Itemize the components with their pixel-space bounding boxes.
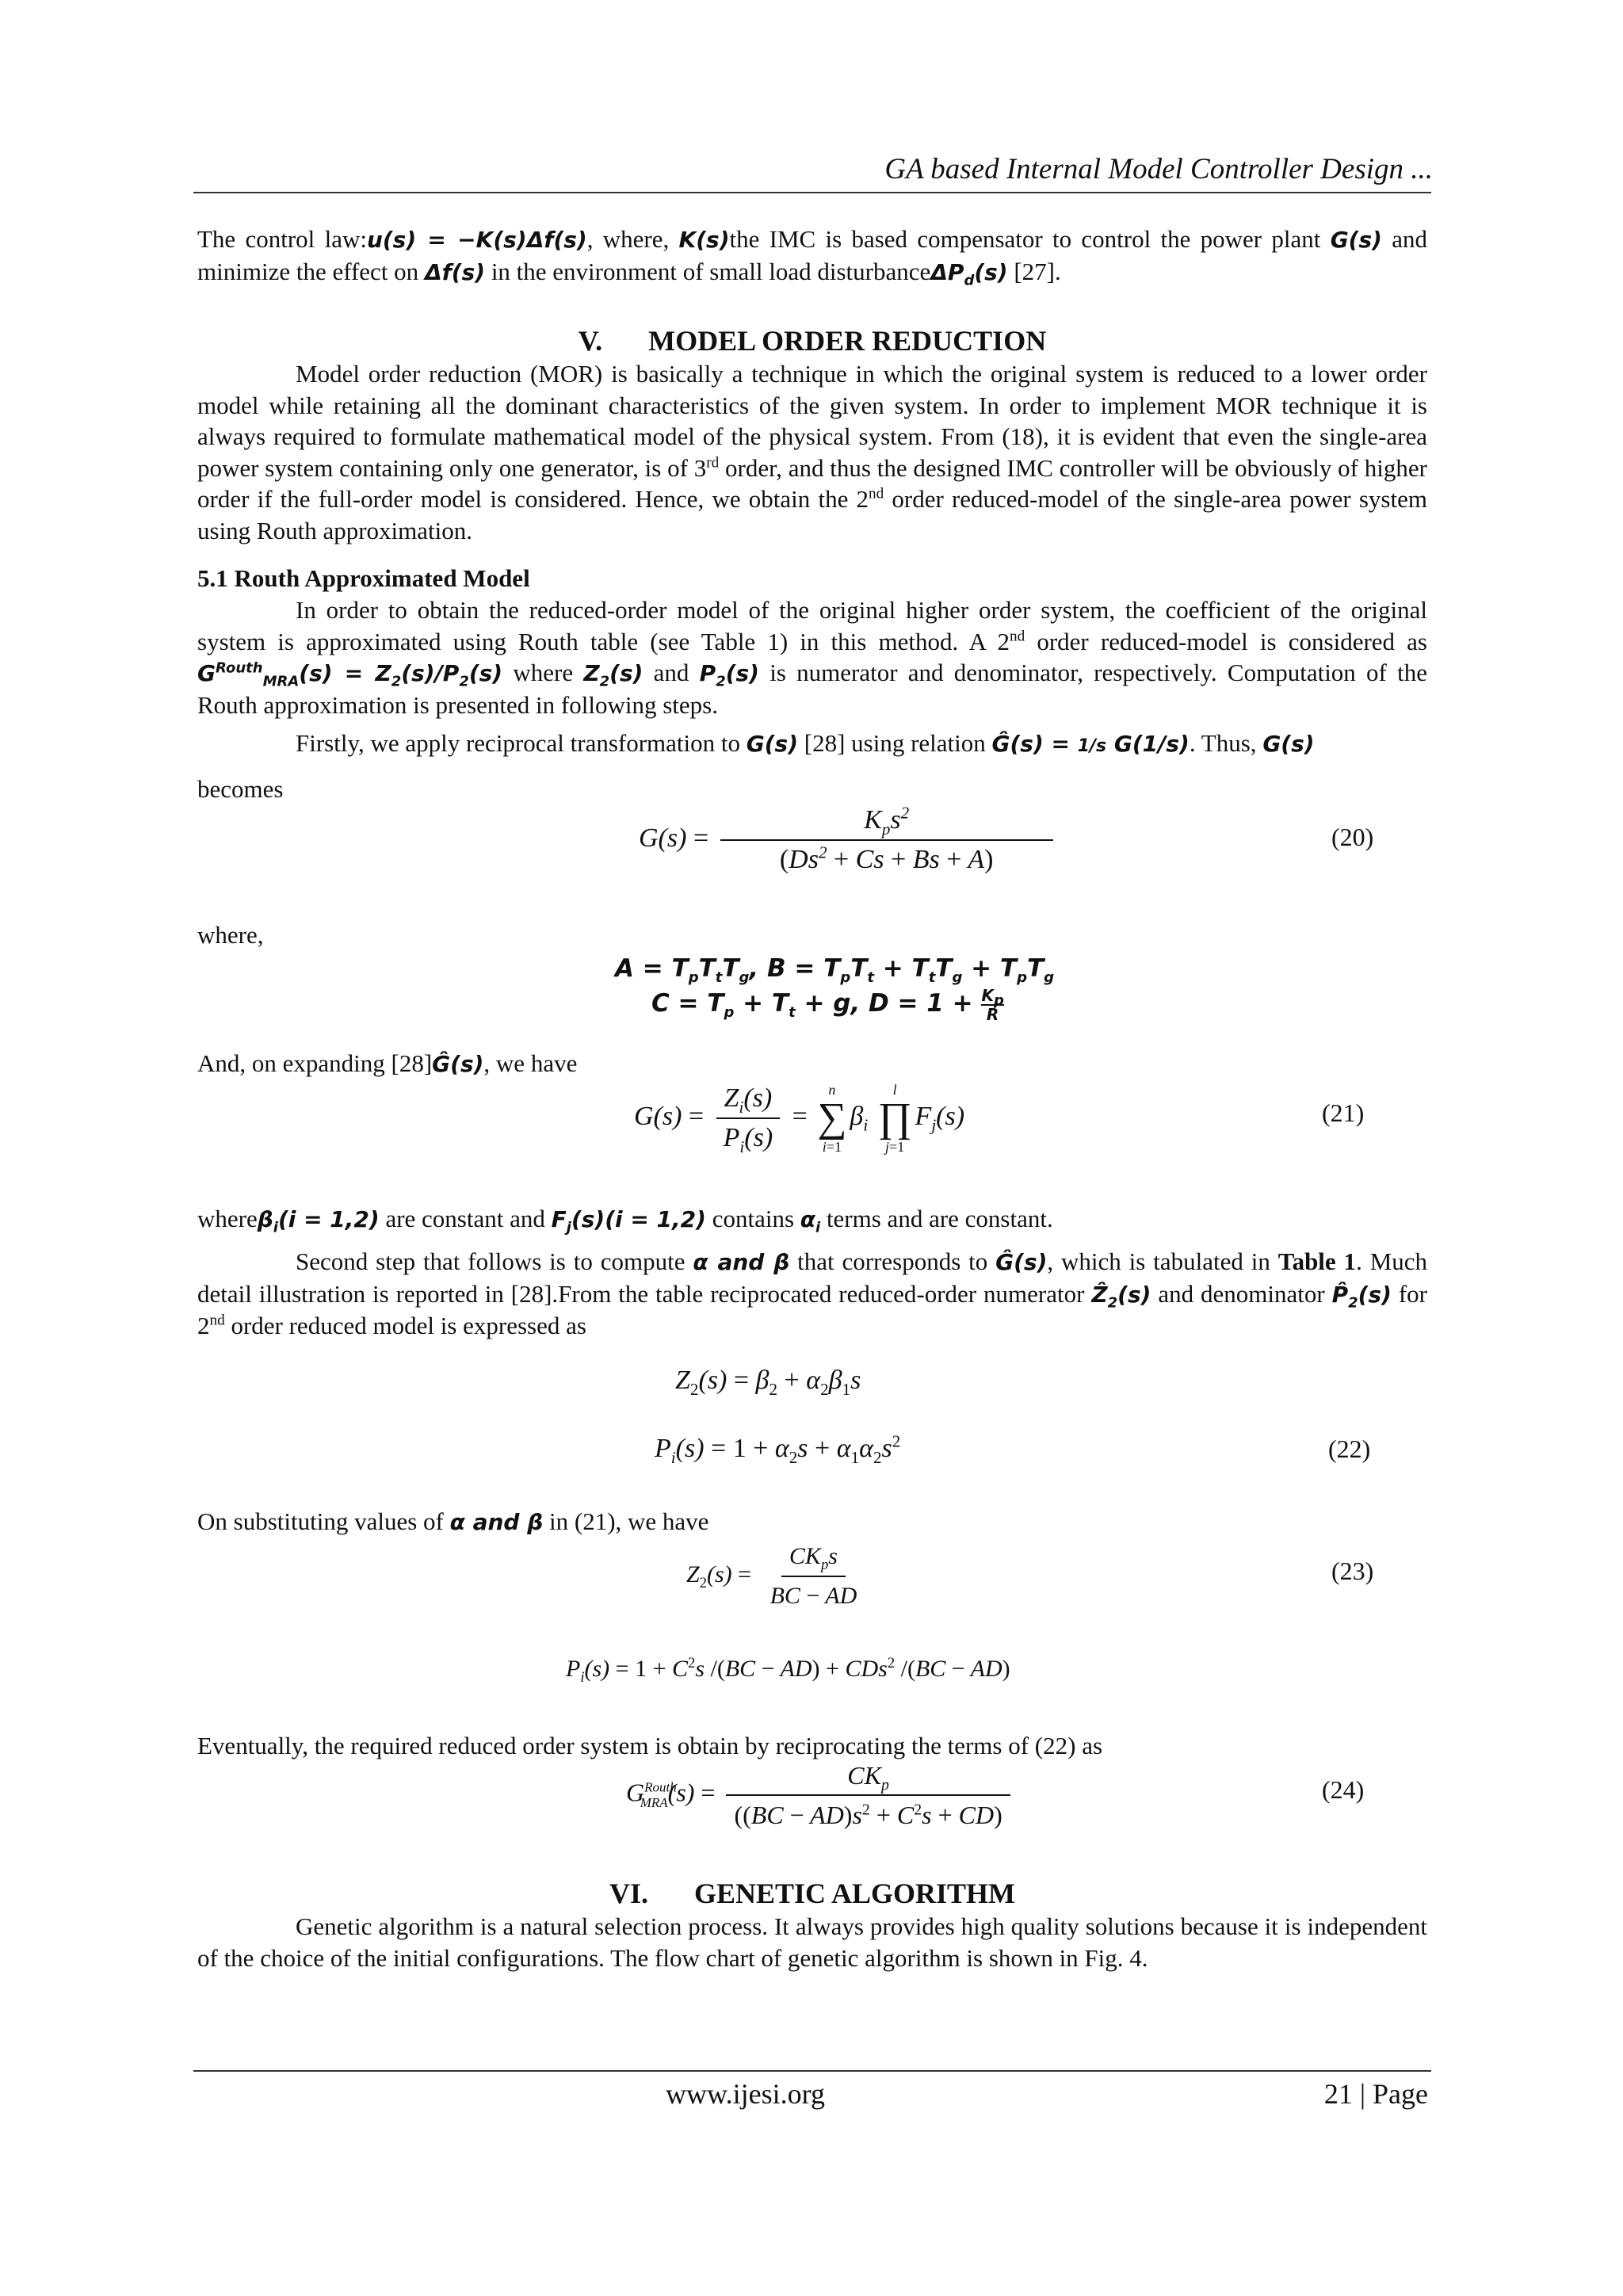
becomes-text: becomes (197, 775, 284, 803)
footer-page-number: 21 | Page (1323, 2078, 1428, 2110)
ga-paragraph: Genetic algorithm is a natural selection process. It always provides high quality solutions because it is independent of the choice of the initial configurations. The flow chart of genetic algorithm is shown in Fig. 4. (197, 1912, 1427, 1972)
mor-paragraph: Model order reduction (MOR) is basically a technique in which the original system is reduced to a lower order model while retaining all the dominant characteristics of the given system. In order to implement MOR technique it is always required to formulate mathematical model of the physical system. From (18), it is evident that even the single-area power system containing only one generator, is of 3rd order, and thus the designed IMC controller will be obviously of higher order if the full-order model is considered. Hence, we obtain the 2nd order reduced-model of the single-area power system using Routh approximation. (197, 360, 1427, 544)
substituting-text: On substituting values of α and β in (21), we have (197, 1507, 709, 1535)
equation-number-20: (20) (1331, 823, 1374, 851)
equation-23-denominator: $P_i(s) = 1 + C^2s$ /(BC − AD) + CDs$^2$ /(BC − AD) (566, 1655, 1010, 1686)
subsection-heading-routh: 5.1 Routh Approximated Model (197, 564, 530, 592)
equation-number-22: (22) (1328, 1435, 1371, 1463)
running-title: GA based Internal Model Controller Design ... (884, 153, 1433, 185)
section-heading-genetic-algorithm: VI. GENETIC ALGORITHM (609, 1878, 1016, 1909)
routh-paragraph: In order to obtain the reduced-order model of the original higher order system, the coefficient of the original system is approximated using Routh table (see Table 1) in this method. A 2nd order reduced-model is considered as $G^{Routh}_{MRA}(s) = Z_2(s)/P_2(s)$ where $Z_2(s)$ and $P_2(s)$ is numerator and denominator, respectively. Computation of the Routh approximation is presented in following steps. (197, 596, 1427, 719)
where-text: where, (197, 921, 264, 949)
section-heading-model-order-reduction: V. MODEL ORDER REDUCTION (578, 325, 1047, 357)
equation-number-21: (21) (1322, 1098, 1365, 1127)
coefficient-definitions: $A = T_pT_tT_g$, $B = T_pT_t + T_tT_g + T_pT_g$ $C = T_p + T_t + g$, D = 1 + $\frac{K_p}{R}$ (615, 954, 1054, 1024)
equation-22-denominator: $P_i(s) = 1 + \alpha_2s + \alpha_1\alpha_2s^2$ (655, 1431, 901, 1467)
second-step-paragraph: Second step that follows is to compute α and β that corresponds to Ĝ(s), which is tabulated in Table 1. Much detail illustration is reported in [28].From the table reciprocated reduced-order numerator Ẑ$_2$(s) and denominator $P̂_2(s)$ for 2nd order reduced model is expressed as (197, 1247, 1428, 1339)
equation-number-24: (24) (1322, 1775, 1365, 1804)
header-rule (193, 192, 1431, 193)
equation-24: $G^{Routh}_{MRA}(s)$ = $\frac{CK_p}{((BC - AD)s^2 + C^2s + CD)}$ (626, 1759, 1015, 1831)
equation-23: $Z_2(s)$ = $\frac{CK_ps}{BC - AD}$ (686, 1541, 869, 1612)
equation-22-numerator: $Z_2(s) = \beta_2 + \alpha_2\beta_1s$ (675, 1366, 861, 1399)
equation-21: G(s) = $\frac{Z_i(s)}{P_i(s)}$ = n ∑ i=1 $\beta_i$ l ∏ j=1 $F_j(s)$ (634, 1082, 965, 1156)
expanding-text: And, on expanding [28]Ĝ(s), we have (197, 1049, 578, 1077)
equation-number-23: (23) (1331, 1557, 1374, 1585)
footer-rule (193, 2070, 1431, 2072)
reciprocal-paragraph: Firstly, we apply reciprocal transformation to G(s) [28] using relation Ĝ(s) = 1/s G(1/s). Thus, G(s) (296, 729, 1315, 757)
equation-20: G(s) = $\frac{K_ps^2}{(Ds^2 + Cs + Bs + A)}$ (639, 804, 1058, 876)
eventually-text: Eventually, the required reduced order system is obtain by reciprocating the terms of (22) as (197, 1732, 1103, 1759)
control-law-formula: u(s) = −K(s)Δf(s) (366, 227, 587, 253)
control-law-paragraph: The control law:u(s) = −K(s)Δf(s), where, K(s)the IMC is based compensator to control the power plant G(s) and minimize the effect on Δf(s) in the environment of small load disturbanceΔP$_d$(s) [27]. (197, 225, 1427, 289)
footer-website: www.ijesi.org (666, 2078, 825, 2110)
constants-paragraph: whereβ$_i$(i = 1,2) are constant and $F_j(s)(i = 1,2)$ contains $\alpha_i$ terms and are constant. (197, 1205, 1053, 1236)
